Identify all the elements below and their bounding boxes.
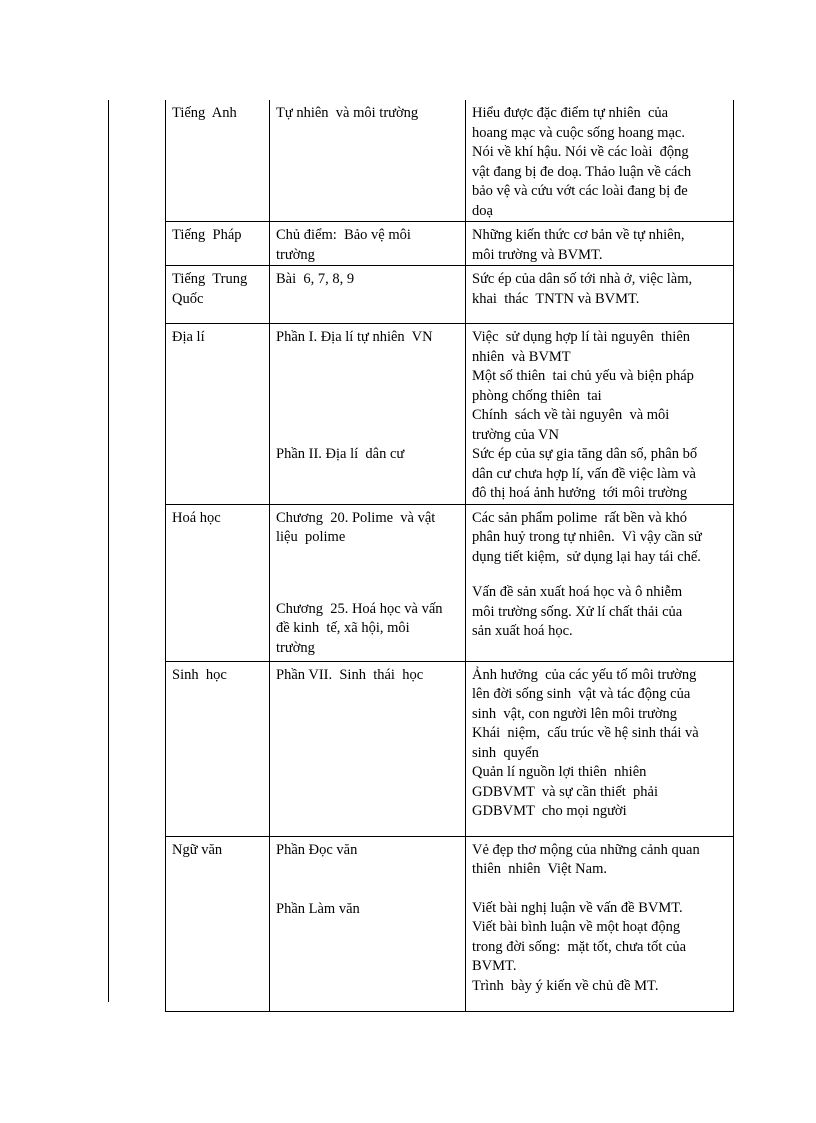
- content-line: bảo vệ và cứu vớt các loài đang bị đe: [472, 183, 688, 199]
- content-line: khai thác TNTN và BVMT.: [472, 290, 640, 307]
- subject-name: Tiếng Trung: [172, 271, 248, 287]
- content-cell: [466, 100, 734, 222]
- spacer: [472, 567, 727, 583]
- subject-name: Tiếng Anh: [172, 105, 237, 121]
- content-line: Việc sử dụng hợp lí tài nguyên thiên: [472, 329, 691, 345]
- topic-line: liệu polime: [276, 529, 346, 545]
- content-cell: [466, 222, 734, 266]
- content-line: Quản lí nguồn lợi thiên nhiên: [472, 764, 647, 780]
- table-row: [166, 836, 734, 1011]
- content-line: đô thị hoá ảnh hưởng tới môi trường: [472, 485, 688, 501]
- subject-name: Ngữ văn: [172, 841, 223, 858]
- topic-cell: [270, 222, 466, 266]
- subject-name: Quốc: [172, 290, 204, 307]
- page-margin-line: [108, 100, 109, 1002]
- content-line: Một số thiên tai chủ yếu và biện pháp: [472, 368, 694, 384]
- content-line: Khái niệm, cấu trúc về hệ sinh thái và: [472, 725, 699, 741]
- content-line: GDBVMT cho mọi người: [472, 803, 627, 819]
- content-line: dân cư chưa hợp lí, vấn đề việc làm và: [472, 465, 696, 482]
- topic-line: Chương 25. Hoá học và vấn: [276, 600, 443, 617]
- content-line: Vấn đề sản xuất hoá học và ô nhiễm: [472, 584, 683, 600]
- subject-cell: [166, 661, 270, 836]
- subject-cell: [166, 324, 270, 505]
- content-line: sinh quyển: [472, 744, 539, 761]
- topic-cell: [270, 661, 466, 836]
- content-cell: [466, 324, 734, 505]
- subject-name: Địa lí: [172, 329, 205, 345]
- topic-line: Phần Làm văn: [276, 901, 360, 917]
- content-cell: [466, 504, 734, 661]
- content-line: hoang mạc và cuộc sống hoang mạc.: [472, 124, 685, 141]
- curriculum-table: [165, 100, 734, 1012]
- content-line: nhiên và BVMT: [472, 348, 571, 365]
- topic-cell: [270, 836, 466, 1011]
- topic-cell: [270, 324, 466, 505]
- topic-line: Tự nhiên và môi trường: [276, 105, 419, 121]
- content-line: phân huỷ trong tự nhiên. Vì vậy cần sử: [472, 529, 702, 545]
- content-line: GDBVMT và sự cần thiết phải: [472, 783, 658, 800]
- content-line: Ảnh hưởng của các yếu tố môi trường: [472, 666, 697, 683]
- content-line: Sức ép của dân số tới nhà ở, việc làm,: [472, 271, 693, 287]
- content-line: sản xuất hoá học.: [472, 623, 573, 639]
- topic-line: đề kinh tế, xã hội, môi: [276, 620, 410, 636]
- subject-cell: [166, 836, 270, 1011]
- spacer: [276, 860, 459, 900]
- table-row: [166, 661, 734, 836]
- spacer: [472, 880, 727, 899]
- topic-line: Phần I. Địa lí tự nhiên VN: [276, 329, 433, 345]
- topic-line: trường: [276, 246, 315, 263]
- content-line: BVMT.: [472, 958, 517, 974]
- subject-name: Sinh học: [172, 666, 227, 683]
- spacer: [276, 348, 459, 445]
- topic-line: Chủ điểm: Bảo vệ môi: [276, 227, 411, 243]
- content-line: môi trường và BVMT.: [472, 246, 603, 263]
- topic-line: Phần II. Địa lí dân cư: [276, 445, 405, 462]
- content-line: Trình bày ý kiến về chủ đề MT.: [472, 977, 659, 994]
- content-line: Sức ép của sự gia tăng dân số, phân bố: [472, 446, 698, 462]
- content-line: sinh vật, con người lên môi trường: [472, 705, 678, 722]
- subject-name: Hoá học: [172, 509, 221, 526]
- topic-line: Phần Đọc văn: [276, 841, 358, 858]
- topic-line: Chương 20. Polime và vật: [276, 509, 436, 526]
- topic-line: trường: [276, 639, 315, 656]
- topic-cell: [270, 266, 466, 324]
- table-row: [166, 266, 734, 324]
- content-line: Viết bài nghị luận về vấn đề BVMT.: [472, 899, 683, 916]
- spacer: [276, 548, 459, 600]
- content-cell: [466, 661, 734, 836]
- content-line: Nói về khí hậu. Nói về các loài động: [472, 144, 689, 160]
- table-row: [166, 222, 734, 266]
- content-line: Vẻ đẹp thơ mộng của những cảnh quan: [472, 841, 700, 858]
- subject-cell: [166, 100, 270, 222]
- content-line: Những kiến thức cơ bản về tự nhiên,: [472, 227, 685, 243]
- subject-cell: [166, 504, 270, 661]
- table-row: [166, 324, 734, 505]
- content-line: doạ: [472, 202, 493, 219]
- content-line: vật đang bị đe doạ. Thảo luận về cách: [472, 163, 692, 180]
- subject-cell: [166, 222, 270, 266]
- content-cell: [466, 266, 734, 324]
- content-line: phòng chống thiên tai: [472, 387, 602, 404]
- table-row: [166, 100, 734, 222]
- table-row: [166, 504, 734, 661]
- content-line: Các sản phẩm polime rất bền và khó: [472, 509, 688, 526]
- topic-cell: [270, 100, 466, 222]
- subject-cell: [166, 266, 270, 324]
- topic-cell: [270, 504, 466, 661]
- content-line: trường của VN: [472, 426, 559, 443]
- content-line: môi trường sống. Xử lí chất thải của: [472, 603, 683, 620]
- content-line: lên đời sống sinh vật và tác động của: [472, 686, 691, 702]
- content-line: Hiểu được đặc điểm tự nhiên của: [472, 105, 669, 121]
- content-line: Chính sách về tài nguyên và môi: [472, 407, 670, 423]
- topic-line: Bài 6, 7, 8, 9: [276, 271, 355, 287]
- topic-line: Phần VII. Sinh thái học: [276, 666, 424, 683]
- content-line: thiên nhiên Việt Nam.: [472, 861, 607, 877]
- content-line: Viết bài bình luận về một hoạt động: [472, 919, 681, 935]
- content-cell: [466, 836, 734, 1011]
- content-line: trong đời sống: mặt tốt, chưa tốt của: [472, 938, 687, 955]
- subject-name: Tiếng Pháp: [172, 227, 242, 243]
- content-line: dụng tiết kiệm, sử dụng lại hay tái chế.: [472, 548, 701, 565]
